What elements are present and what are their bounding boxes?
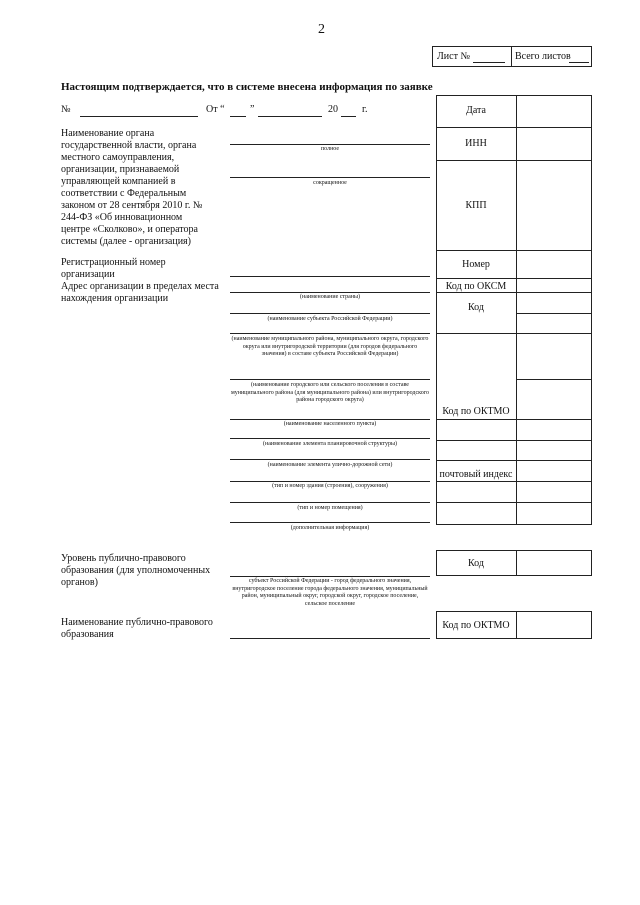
request-year-field[interactable] [341, 116, 356, 117]
address-caption-subject: (наименование субъекта Российской Федерации) [267, 316, 393, 322]
address-room-field[interactable] [230, 502, 430, 503]
date-label: Дата [466, 105, 486, 116]
address-country-field[interactable] [230, 292, 430, 293]
org-name-label: Наименование органа государственной власти, органа местного самоуправления, организации, признаваемой управляющей компанией в соответствии с Федеральным законом от 28 сентября 2010 г. № 244-ФЗ «Об инновационном центре «Сколково», и оператора системы (далее - организация) [61, 128, 203, 247]
address-locality-field[interactable] [230, 419, 430, 420]
address-caption-planning: (наименование элемента планировочной структуры) [263, 441, 397, 447]
address-street-field[interactable] [230, 459, 430, 460]
address-subject-field[interactable] [230, 313, 430, 314]
address-caption-district: (наименование муниципального района, муниципального округа, городского округа или внутригородской территории (для городов федерального значения) в составе субъекта Российской Федерации) [231, 336, 429, 357]
org-short-name-field[interactable] [230, 177, 430, 178]
address-district-field[interactable] [230, 333, 430, 334]
level-code-label: Код [468, 558, 484, 569]
address-caption-locality: (наименование населенного пункта) [283, 421, 377, 427]
request-year-suffix: г. [362, 104, 368, 115]
postal-code-label: почтовый индекс [439, 469, 513, 480]
inn-value-cell[interactable] [518, 129, 590, 159]
kpp-label: КПП [465, 200, 487, 211]
request-no-field[interactable] [80, 116, 198, 117]
date-value-cell[interactable] [518, 97, 590, 126]
org-full-name-caption: полное [320, 146, 340, 152]
total-sheets-field[interactable] [569, 62, 589, 63]
request-day-field[interactable] [230, 116, 246, 117]
address-additional-field[interactable] [230, 522, 430, 523]
address-building-field[interactable] [230, 481, 430, 482]
request-quote: ” [250, 104, 255, 115]
address-planning-field[interactable] [230, 438, 430, 439]
address-caption-settlement: (наименование городского или сельского поселения в составе муниципального района (для муниципального района) или внутригородского района городского округа) [230, 382, 430, 403]
sheet-label: Лист № [437, 51, 470, 62]
address-label: Адрес организации в пределах места нахождения организации [61, 281, 219, 304]
org-short-name-caption: сокращенное [313, 180, 347, 186]
oktmo-value-cell[interactable] [518, 381, 590, 418]
ppo-name-label: Наименование публично-правового образования [61, 617, 213, 640]
request-month-field[interactable] [258, 116, 322, 117]
request-no-label: № [61, 104, 71, 115]
ppo-oktmo-label: Код по ОКТМО [442, 620, 510, 631]
subject-code-value-cell[interactable] [518, 294, 590, 312]
org-full-name-field[interactable] [230, 144, 430, 145]
request-from-label: От “ [206, 104, 225, 115]
oksm-value-cell[interactable] [518, 280, 590, 291]
level-label: Уровень публично-правового образования (для уполномоченных органов) [61, 553, 211, 588]
sheet-number-box [432, 46, 592, 67]
address-caption-country: (наименование страны) [299, 294, 361, 300]
address-caption-room: (тип и номер помещения) [297, 505, 363, 511]
address-caption-building: (тип и номер здания (строения), сооружения) [272, 483, 388, 489]
ppo-oktmo-value-cell[interactable] [518, 613, 590, 637]
sheet-number-field[interactable] [473, 62, 505, 63]
address-settlement-field[interactable] [230, 379, 430, 380]
subject-code-label: Код [468, 302, 484, 313]
confirmation-heading: Настоящим подтверждается, что в системе внесена информация по заявке [61, 81, 433, 93]
ppo-name-field[interactable] [230, 638, 430, 639]
oksm-label: Код по ОКСМ [445, 281, 507, 292]
reg-number-value-cell[interactable] [518, 252, 590, 277]
request-year-prefix: 20 [328, 104, 338, 115]
address-caption-street: (наименование элемента улично-дорожной сети) [267, 462, 393, 468]
postal-code-value-cell[interactable] [518, 462, 590, 480]
oktmo-label: Код по ОКТМО [442, 406, 510, 417]
reg-number-field[interactable] [230, 276, 430, 277]
inn-label: ИНН [465, 138, 487, 149]
level-field[interactable] [230, 576, 430, 577]
kpp-value-cell[interactable] [518, 162, 590, 249]
level-caption: субъект Российской Федерации - город федерального значения, внутригородское поселение города федерального значения, муниципальный район, муниципальный округ, городской округ, городское поселение, сельское поселение [232, 578, 428, 607]
reg-number-table-label: Номер [462, 259, 490, 270]
page-number: 2 [318, 22, 325, 37]
reg-number-label: Регистрационный номер организации [61, 257, 166, 280]
level-code-value-cell[interactable] [518, 552, 590, 574]
address-caption-additional: (дополнительная информация) [290, 525, 370, 531]
total-sheets-label: Всего листов [515, 51, 571, 62]
